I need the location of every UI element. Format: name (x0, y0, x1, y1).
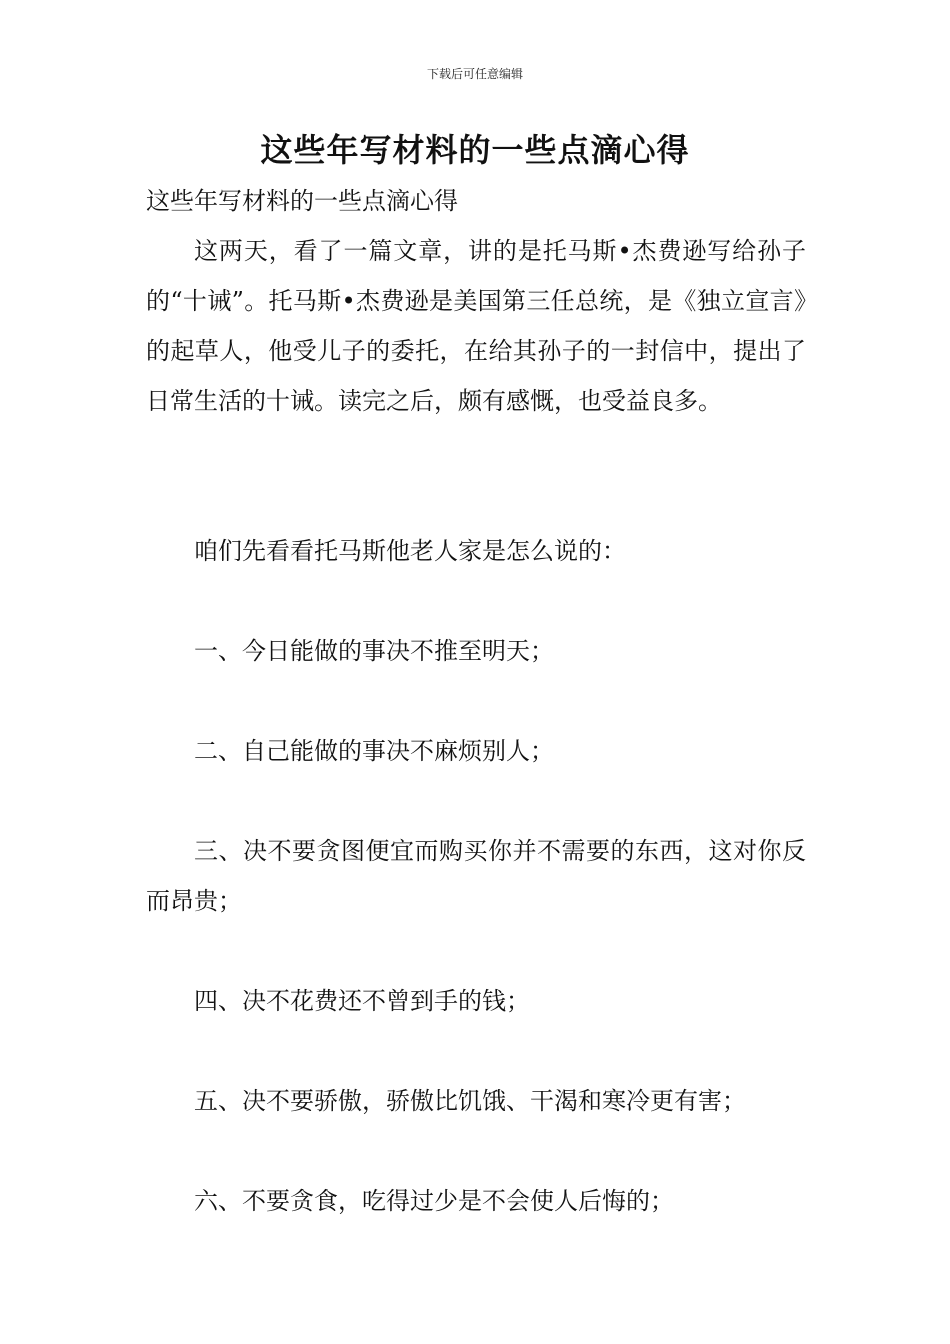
lead-paragraph: 咱们先看看托马斯他老人家是怎么说的： (194, 537, 626, 565)
document-subtitle: 这些年写材料的一些点滴心得 (146, 187, 458, 215)
precept-item-6: 六、不要贪食，吃得过少是不会使人后悔的； (194, 1187, 674, 1215)
header-note: 下载后可任意编辑 (426, 67, 523, 81)
precept-item-1: 一、今日能做的事决不推至明天； (194, 637, 554, 665)
precept-item-3: 三、决不要贪图便宜而购买你并不需要的东西，这对你反而昂贵； (146, 837, 806, 915)
precept-item-2: 二、自己能做的事决不麻烦别人； (194, 737, 554, 765)
precept-item-4: 四、决不花费还不曾到手的钱； (194, 987, 530, 1015)
document-title: 这些年写材料的一些点滴心得 (260, 131, 690, 169)
precept-item-5: 五、决不要骄傲，骄傲比饥饿、干渴和寒冷更有害； (194, 1087, 746, 1115)
intro-paragraph: 这两天，看了一篇文章，讲的是托马斯•杰费逊写给孙子的“十诫”。托马斯•杰费逊是美国第三任总统，是《独立宣言》的起草人，他受儿子的委托，在给其孙子的一封信中，提出了日常生活的十诫。读完之后，颇有感慨，也受益良多。 (146, 237, 806, 415)
